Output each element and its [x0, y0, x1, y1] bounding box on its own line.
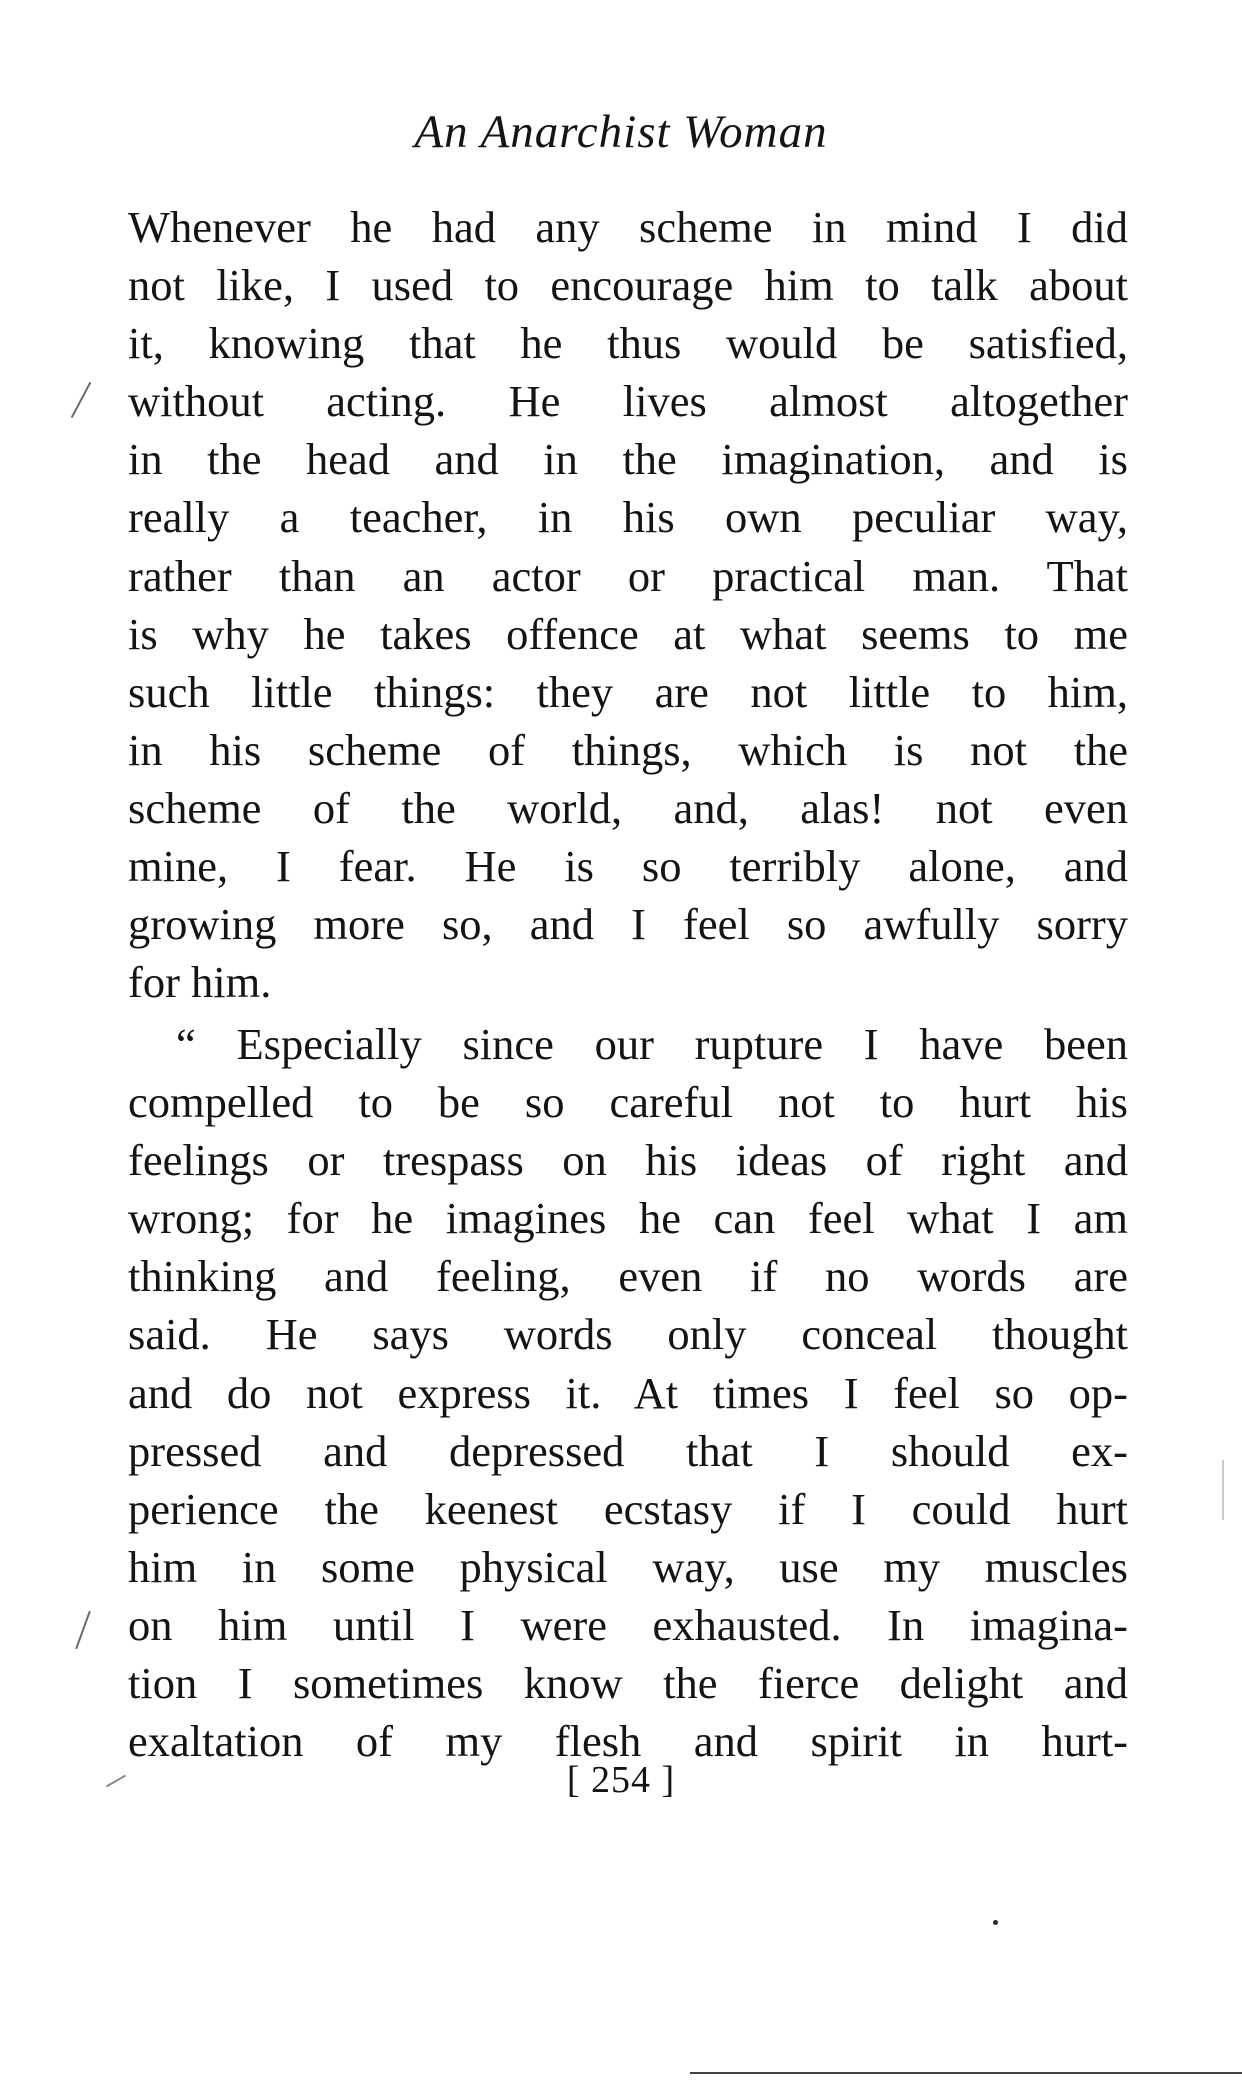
text-line: rather than an actor or practical man. That [128, 550, 1128, 601]
paragraph-1 [128, 198, 1128, 1011]
margin-pencil-mark [75, 1611, 91, 1649]
text-line: him in some physical way, use my muscles [128, 1541, 1128, 1592]
text-line: mine, I fear. He is so terribly alone, and [128, 841, 1128, 892]
ink-speck [993, 1920, 998, 1925]
text-line: in his scheme of things, which is not the [128, 724, 1128, 775]
page-number: [ 254 ] [566, 1759, 676, 1801]
text-line: on him until I were exhausted. In imagina- [128, 1599, 1128, 1650]
text-line: not like, I used to encourage him to talk about [128, 260, 1128, 311]
text-line: “ Especially since our rupture I have been [176, 1019, 1128, 1069]
paragraph-2 [128, 1015, 1128, 1770]
text-line: exaltation of my flesh and spirit in hurt- [128, 1716, 1128, 1767]
text-line: in the head and in the imagination, and is [128, 434, 1128, 485]
scan-edge-line [690, 2072, 1242, 2074]
text-line: pressed and depressed that I should ex- [128, 1425, 1128, 1476]
text-line: really a teacher, in his own peculiar way, [128, 492, 1128, 543]
text-line: and do not express it. At times I feel so op- [128, 1367, 1128, 1418]
scan-show-through [1222, 1460, 1224, 1520]
text-line: said. He says words only conceal thought [128, 1309, 1128, 1360]
text-line: Whenever he had any scheme in mind I did [128, 202, 1128, 252]
margin-pencil-mark [71, 382, 92, 418]
text-line: tion I sometimes know the fierce delight and [128, 1658, 1128, 1709]
running-head: An Anarchist Woman [414, 106, 828, 158]
text-line: without acting. He lives almost altogether [128, 376, 1128, 427]
text-line: for him. [128, 957, 272, 1008]
text-line: scheme of the world, and, alas! not even [128, 782, 1128, 833]
text-line: feelings or trespass on his ideas of right and [128, 1135, 1128, 1186]
text-line: is why he takes offence at what seems to me [128, 608, 1128, 659]
text-line: compelled to be so careful not to hurt his [128, 1077, 1128, 1128]
text-line: thinking and feeling, even if no words are [128, 1251, 1128, 1302]
text-line: perience the keenest ecstasy if I could hurt [128, 1483, 1128, 1534]
text-line: it, knowing that he thus would be satisfied, [128, 318, 1128, 369]
text-line: growing more so, and I feel so awfully sorry [128, 899, 1128, 950]
text-line: such little things: they are not little to him, [128, 666, 1128, 717]
text-line: wrong; for he imagines he can feel what I am [128, 1193, 1128, 1244]
